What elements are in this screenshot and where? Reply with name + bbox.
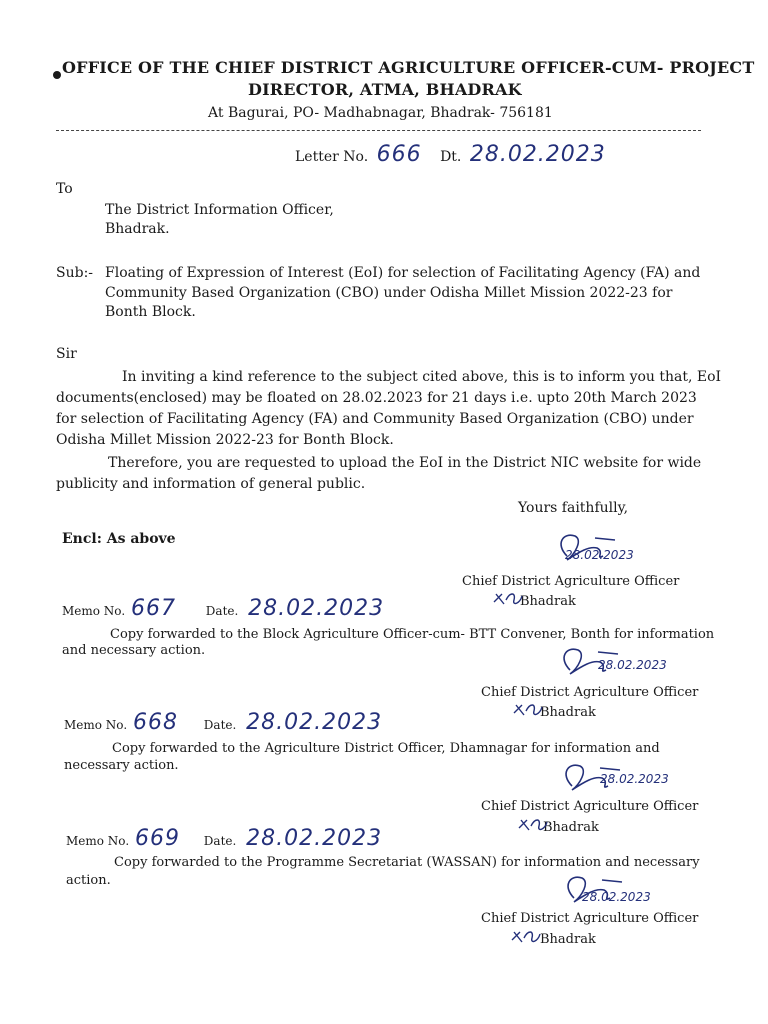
memo-3-line1: Copy forwarded to the Programme Secretariat (WASSAN) for information and necessary (114, 855, 700, 870)
memo-3-header (66, 826, 382, 851)
memo-1-no-label: Memo No. (62, 604, 126, 618)
header-divider (56, 130, 701, 131)
body-p1-line3: for selection of Facilitating Agency (FA) and Community Based Organization (CBO) under (56, 411, 694, 427)
to-label: To (56, 181, 73, 197)
memo-2-date-value: 28.02.2023 (246, 710, 383, 735)
signature-2-date: 28.02.2023 (598, 658, 667, 672)
memo-2-line2: necessary action. (64, 758, 179, 773)
initials-3-icon (517, 816, 549, 834)
signature-2 (548, 640, 708, 684)
signatory-3-place-row (517, 816, 599, 835)
signature-1-date: 28.02.2023 (565, 548, 634, 562)
signature-3-date: 28.02.2023 (600, 772, 669, 786)
memo-1-date-label: Date. (205, 604, 239, 618)
letter-no-label: Letter No. (295, 149, 369, 165)
memo-2-no-label: Memo No. (64, 718, 128, 732)
body-p2-line2: publicity and information of general public. (56, 476, 366, 492)
header-bullet (53, 71, 61, 79)
closing: Yours faithfully, (518, 500, 629, 516)
memo-2-line1: Copy forwarded to the Agriculture District Officer, Dhamnagar for information and (112, 741, 660, 756)
addressee-line1: The District Information Officer, (105, 202, 334, 218)
signatory-1-title: Chief District Agriculture Officer (462, 574, 680, 589)
signatory-4-place: Bhadrak (540, 932, 596, 947)
memo-1-header (62, 596, 384, 621)
memo-3-no-label: Memo No. (66, 834, 130, 848)
subject-line2: Community Based Organization (CBO) under Odisha Millet Mission 2022-23 for (105, 285, 673, 301)
memo-1-date-value: 28.02.2023 (248, 596, 385, 621)
memo-3-date-label: Date. (203, 834, 237, 848)
signatory-3-title: Chief District Agriculture Officer (481, 799, 699, 814)
signatory-4-place-row (510, 928, 596, 947)
letter-date-label: Dt. (440, 149, 462, 165)
signature-4 (552, 868, 712, 912)
initials-4-icon (510, 928, 542, 946)
signatory-3-place: Bhadrak (543, 820, 599, 835)
letter-date-value: 28.02.2023 (469, 142, 606, 167)
subject-line3: Bonth Block. (105, 304, 196, 320)
memo-2-header (64, 710, 382, 735)
header-title-line2: DIRECTOR, ATMA, BHADRAK (248, 80, 522, 99)
header-title-line1: OFFICE OF THE CHIEF DISTRICT AGRICULTURE OFFICER-CUM- PROJECT (62, 58, 755, 77)
enclosure: Encl: As above (62, 531, 176, 547)
body-p1-line4: Odisha Millet Mission 2022-23 for Bonth Block. (56, 432, 394, 448)
signatory-2-title: Chief District Agriculture Officer (481, 685, 699, 700)
signatory-1-place-row (492, 590, 576, 609)
memo-1-line1: Copy forwarded to the Block Agriculture Officer-cum- BTT Convener, Bonth for information (110, 627, 715, 642)
signatory-4-title: Chief District Agriculture Officer (481, 911, 699, 926)
signatory-2-place-row (512, 701, 596, 720)
body-p1-line2: documents(enclosed) may be floated on 28.02.2023 for 21 days i.e. upto 20th March 2023 (56, 390, 697, 406)
letter-number-row (295, 142, 606, 167)
memo-3-no-value: 669 (134, 826, 180, 851)
body-p2-line1: Therefore, you are requested to upload the EoI in the District NIC website for wide (108, 455, 702, 471)
memo-3-date-value: 28.02.2023 (246, 826, 383, 851)
signature-1 (545, 526, 705, 570)
header-address: At Bagurai, PO- Madhabnagar, Bhadrak- 756181 (208, 105, 553, 121)
memo-1-line2: and necessary action. (62, 643, 206, 658)
memo-1-no-value: 667 (130, 596, 176, 621)
signature-4-date: 28.02.2023 (582, 890, 651, 904)
memo-2-no-value: 668 (132, 710, 178, 735)
signatory-2-place: Bhadrak (540, 705, 596, 720)
initials-2-icon (512, 701, 544, 719)
letter-no-value: 666 (376, 142, 422, 167)
subject-line1: Floating of Expression of Interest (EoI) for selection of Facilitating Agency (FA) and (105, 265, 701, 281)
subject-label: Sub:- (56, 265, 94, 281)
signature-3 (550, 756, 710, 800)
body-p1-line1: In inviting a kind reference to the subject cited above, this is to inform you that, EoI (122, 369, 722, 385)
salutation: Sir (56, 346, 77, 362)
addressee-line2: Bhadrak. (105, 221, 170, 237)
initials-1-icon (492, 590, 524, 608)
memo-2-date-label: Date. (203, 718, 237, 732)
signatory-1-place: Bhadrak (520, 594, 576, 609)
memo-3-line2: action. (66, 873, 111, 888)
